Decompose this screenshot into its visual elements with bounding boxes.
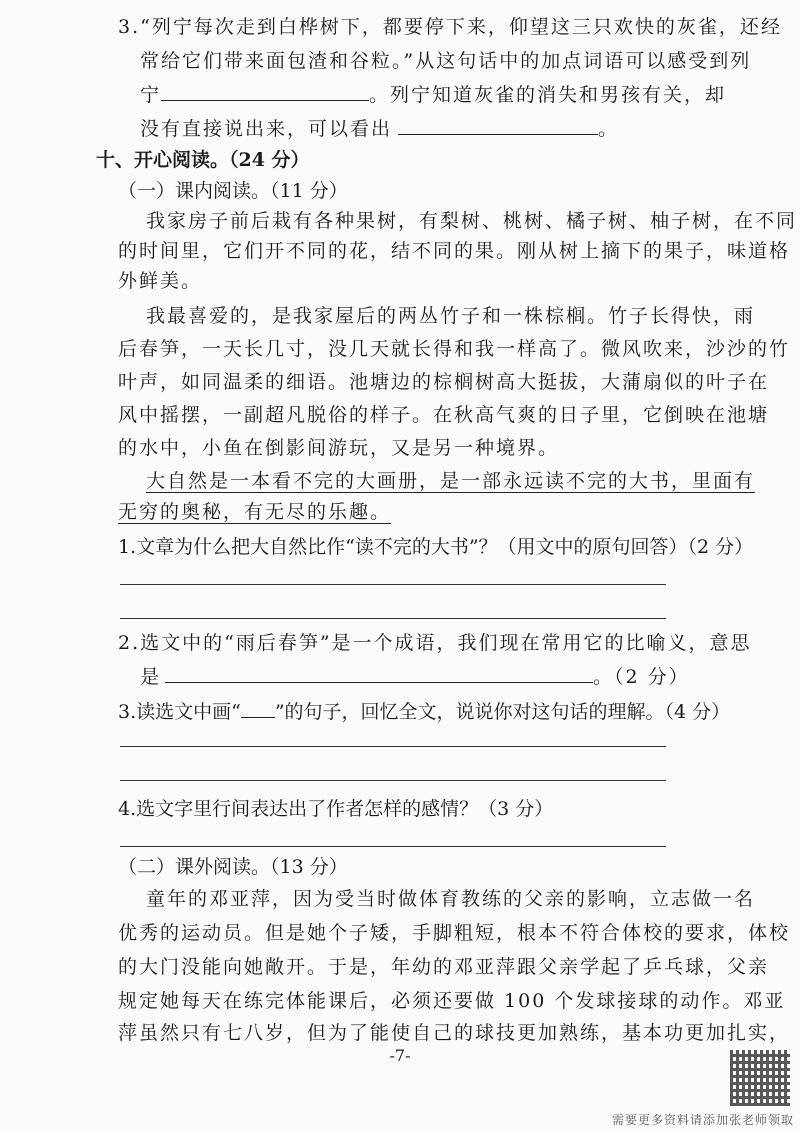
paragraph-line: 外鲜美。: [118, 270, 203, 292]
paragraph-line: 风中摇摆，一副超凡脱俗的样子。在秋高气爽的日子里，它倒映在池塘: [118, 404, 770, 426]
underlined-sentence-line: 大自然是一本看不完的大画册，是一部永远读不完的大书，里面有: [146, 470, 756, 492]
question-2-line2: 是 。（2 分）: [140, 662, 800, 692]
underline-mark: [241, 697, 275, 718]
answer-line[interactable]: [120, 846, 666, 847]
underlined-sentence-line: 无穷的奥秘，有无尽的乐趣。: [118, 501, 392, 523]
answer-line[interactable]: [120, 780, 666, 781]
footer-note: 需要更多资料请添加张老师领取: [611, 1113, 794, 1127]
paragraph-line: 萍虽然只有七八岁，但为了能使自己的球技更加熟练，基本功更加扎实，: [118, 1022, 791, 1044]
answer-line[interactable]: [120, 746, 666, 747]
paragraph-line: 叶声，如同温柔的细语。池塘边的棕榈树高大挺拔，大蒲扇似的叶子在: [118, 371, 770, 393]
paragraph-line: 的大门没能向她敞开。于是，年幼的邓亚萍跟父亲学起了乒乓球，父亲: [118, 956, 770, 978]
question-2-line1: 2.选文中的“雨后春笋”是一个成语，我们现在常用它的比喻义，意思: [118, 632, 752, 654]
q3-top-line1: 3.“列宁每次走到白桦树下，都要停下来，仰望这三只欢快的灰雀，还经: [118, 16, 782, 38]
answer-blank[interactable]: [161, 80, 369, 101]
page-number: -7-: [389, 1046, 411, 1065]
paragraph-line: 后春笋，一天长几寸，没几天就长得和我一样高了。微风吹来，沙沙的竹: [118, 338, 791, 360]
section-title: 十、开心阅读。（24 分）: [96, 149, 310, 171]
part2-title: （二）课外阅读。（13 分）: [118, 856, 348, 878]
q3-top-line4: 没有直接说出来，可以看出 。: [140, 114, 800, 144]
question-3: 3.读选文中画“ ”的句子，回忆全文，说说你对这句话的理解。（4 分）: [118, 697, 800, 727]
paragraph-line: 童年的邓亚萍，因为受当时做体育教练的父亲的影响，立志做一名: [146, 888, 756, 910]
answer-blank[interactable]: [165, 662, 593, 683]
paragraph-line: 规定她每天在练完体能课后，必须还要做 100 个发球接球的动作。邓亚: [118, 990, 786, 1012]
answer-line[interactable]: [120, 584, 666, 585]
part1-title: （一）课内阅读。（11 分）: [118, 180, 348, 202]
paragraph-line: 的水中，小鱼在倒影间游玩，又是另一种境界。: [118, 437, 560, 459]
question-4: 4.选文字里行间表达出了作者怎样的感情？（3 分）: [118, 798, 554, 820]
paragraph-line: 我最喜爱的，是我家屋后的两丛竹子和一株棕榈。竹子长得快，雨: [146, 305, 756, 327]
question-1: 1.文章为什么把大自然比作“读不完的大书”？（用文中的原句回答）（2 分）: [118, 536, 754, 558]
q3-top-line3: 宁 。列宁知道灰雀的消失和男孩有关，却: [140, 80, 800, 110]
q3-top-line2: 常给它们带来面包渣和谷粒。”从这句话中的加点词语可以感受到列: [140, 50, 752, 72]
answer-line[interactable]: [120, 618, 666, 619]
paragraph-line: 的时间里，它们开不同的花，结不同的果。刚从树上摘下的果子，味道格: [118, 240, 791, 262]
answer-blank[interactable]: [398, 114, 598, 135]
paragraph-line: 我家房子前后栽有各种果树，有梨树、桃树、橘子树、柚子树，在不同: [146, 210, 798, 232]
qr-code-icon: [730, 1050, 790, 1106]
paragraph-line: 优秀的运动员。但是她个子矮，手脚粗短，根本不符合体校的要求，体校: [118, 922, 791, 944]
